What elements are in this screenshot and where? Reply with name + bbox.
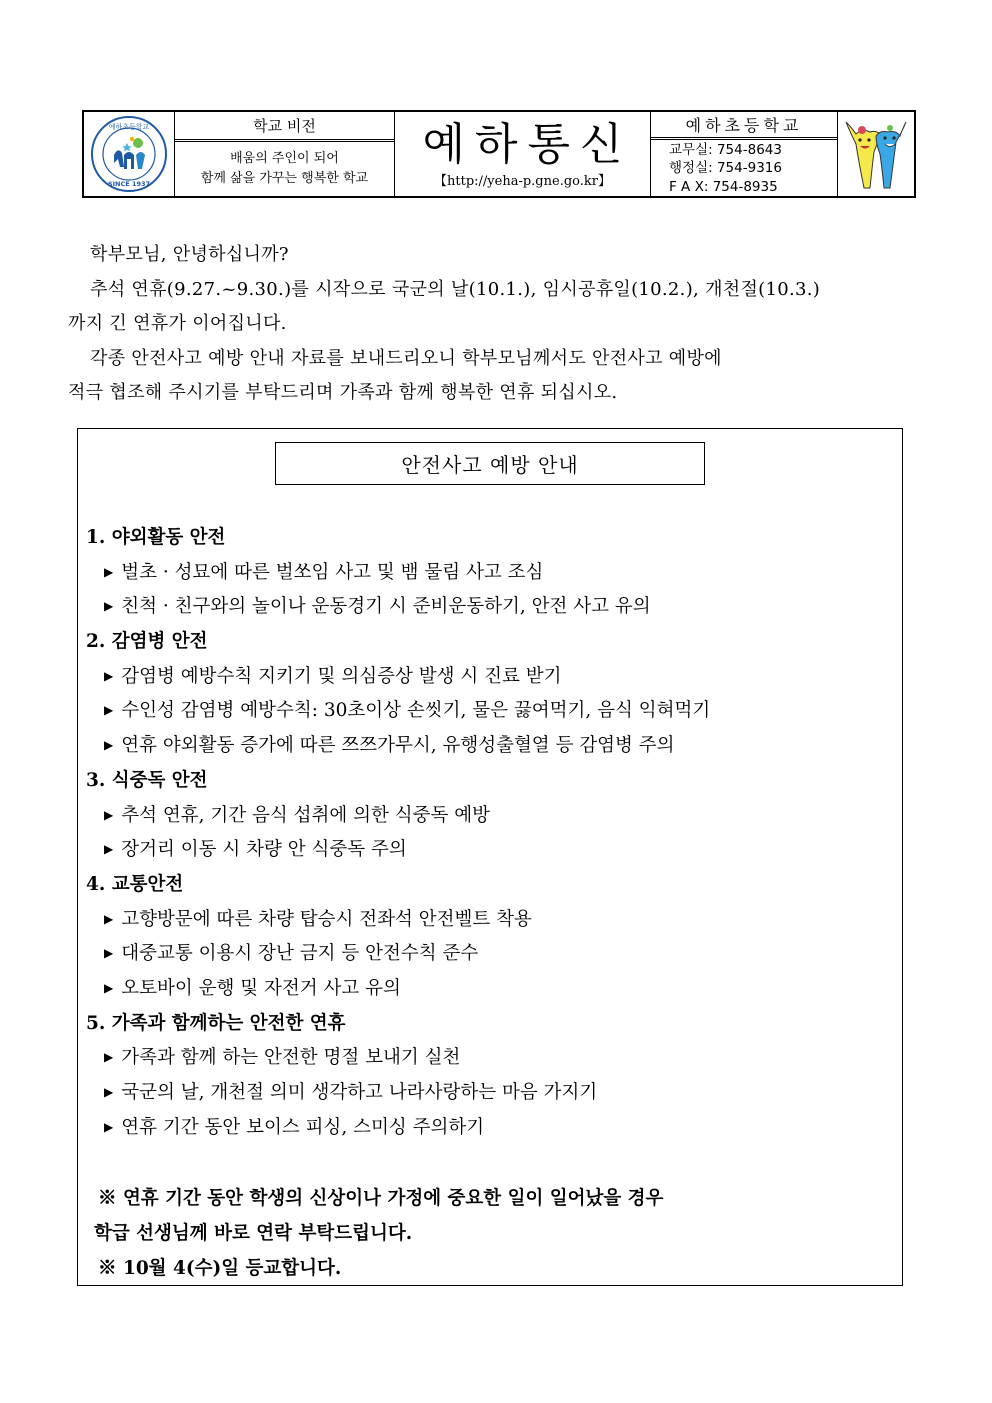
list-item-text: 대중교통 이용시 장난 금지 등 안전수칙 준수: [121, 943, 479, 965]
list-item: [86, 1076, 896, 1111]
list-item: [86, 1041, 896, 1076]
contact-label: 행정실:: [669, 160, 713, 176]
logo-cell: [84, 112, 175, 196]
vision-line: 함께 삶을 가꾸는 행복한 학교: [200, 171, 369, 186]
intro-paragraph-1-cont: 까지 긴 연휴가 이어집니다.: [68, 313, 287, 334]
bullet-triangle-icon: ▶: [104, 1085, 114, 1099]
safety-guide-title: 안전사고 예방 안내: [275, 442, 705, 485]
list-item-text: 추석 연휴, 기간 음식 섭취에 의한 식중독 예방: [121, 804, 490, 826]
contact-value: 754-8935: [712, 178, 778, 195]
section-heading-infection: 2. 감염병 안전: [86, 631, 208, 653]
school-url-link[interactable]: 【http://yeha-p.gne.go.kr】: [434, 174, 611, 189]
bullet-triangle-icon: ▶: [104, 1050, 114, 1065]
list-item-text: 연휴 기간 동안 보이스 피싱, 스미싱 주의하기: [121, 1116, 485, 1138]
bullet-triangle-icon: ▶: [104, 980, 114, 995]
list-item: [86, 729, 896, 764]
list-item: [86, 1111, 896, 1146]
section-heading-traffic: 4. 교통안전: [86, 873, 184, 895]
list-item-text: 오토바이 운행 및 자전거 사고 유의: [121, 977, 401, 999]
note-school-return-date: ※ 10월 4(수)일 등교합니다.: [98, 1258, 342, 1279]
important-notes: [86, 1181, 896, 1286]
bullet-triangle-icon: ▶: [104, 599, 114, 614]
bullet-triangle-icon: ▶: [104, 738, 114, 753]
list-item: [86, 556, 896, 591]
intro-paragraph-2: 각종 안전사고 예방 안내 자료를 보내드리오니 학부모님께서도 안전사고 예방에: [90, 347, 722, 369]
bullet-triangle-icon: ▶: [104, 668, 114, 683]
bullet-triangle-icon: ▶: [104, 703, 114, 718]
bullet-triangle-icon: ▶: [104, 911, 114, 926]
safety-guide-box: [77, 428, 903, 1286]
mascot-cell: [838, 112, 914, 196]
vision-title: 학교 비전: [175, 112, 394, 142]
bullet-triangle-icon: ▶: [104, 807, 114, 822]
bullet-triangle-icon: ▶: [104, 564, 114, 579]
list-item: [86, 694, 896, 729]
list-item: [86, 660, 896, 695]
contact-list: [651, 140, 837, 197]
contact-value: 754-8643: [716, 141, 782, 158]
contact-label: 교무실:: [669, 141, 713, 158]
list-item-text: 고향방문에 따른 차량 탑승시 전좌석 안전벨트 착용: [121, 908, 532, 930]
section-heading-food-poisoning: 3. 식중독 안전: [86, 769, 208, 791]
intro-letter: [68, 238, 938, 411]
mascot-characters-icon: [840, 116, 912, 192]
vision-line: 배움의 주인이 되어: [230, 151, 339, 166]
note-contact-teacher-cont: 학급 선생님께 바로 연락 부탁드립니다.: [94, 1223, 413, 1244]
list-item-text: 친척 · 친구와의 놀이나 운동경기 시 준비운동하기, 안전 사고 유의: [121, 596, 651, 618]
school-info-cell: [651, 112, 838, 196]
newsletter-header: [82, 110, 916, 198]
svg-text:예하초등학교: 예하초등학교: [108, 123, 150, 131]
school-name: 예하초등학교: [651, 112, 837, 140]
greeting: 학부모님, 안녕하십니까?: [90, 244, 289, 265]
list-item-text: 수인성 감염병 예방수칙: 30초이상 손씻기, 물은 끓여먹기, 음식 익혀먹기: [121, 700, 711, 722]
school-emblem-icon: [90, 115, 168, 193]
contact-label: F A X:: [669, 178, 709, 195]
newsletter-title: 예하통신: [422, 119, 633, 170]
intro-paragraph-1: 추석 연휴(9.27.~9.30.)를 시작으로 국군의 날(10.1.), 임시공휴일(10.2.), 개천절(10.3.): [90, 278, 821, 300]
intro-paragraph-2-cont: 적극 협조해 주시기를 부탁드리며 가족과 함께 행복한 연휴 되십시오.: [68, 382, 618, 403]
note-contact-teacher: ※ 연휴 기간 동안 학생의 신상이나 가정에 중요한 일이 일어났을 경우: [98, 1188, 664, 1209]
contact-admin-office: [669, 159, 837, 178]
safety-sections: [86, 521, 896, 1145]
list-item-text: 감염병 예방수칙 지키기 및 의심증상 발생 시 진료 받기: [121, 665, 562, 687]
section-heading-outdoor: 1. 야외활동 안전: [86, 527, 226, 548]
contact-academic-office: [669, 141, 837, 160]
list-item: [86, 833, 896, 868]
list-item: [86, 799, 896, 834]
newsletter-title-cell: [395, 112, 651, 196]
list-item-text: 가족과 함께 하는 안전한 명절 보내기 실천: [121, 1047, 461, 1069]
contact-value: 754-9316: [716, 160, 782, 176]
section-heading-family-holiday: 5. 가족과 함께하는 안전한 연휴: [86, 1012, 346, 1034]
svg-text:SINCE 1937: SINCE 1937: [107, 180, 151, 188]
school-vision-cell: [175, 112, 395, 196]
list-item: [86, 937, 896, 972]
list-item-text: 국군의 날, 개천절 의미 생각하고 나라사랑하는 마음 가지기: [121, 1082, 598, 1103]
bullet-triangle-icon: ▶: [104, 1119, 114, 1134]
bullet-triangle-icon: ▶: [104, 842, 114, 857]
bullet-triangle-icon: ▶: [104, 946, 114, 961]
contact-fax: [669, 178, 837, 197]
list-item: [86, 972, 896, 1007]
list-item-text: 연휴 야외활동 증가에 따른 쯔쯔가무시, 유행성출혈열 등 감염병 주의: [121, 735, 675, 757]
vision-statement: [175, 142, 394, 196]
list-item: [86, 903, 896, 938]
list-item-text: 장거리 이동 시 차량 안 식중독 주의: [121, 839, 407, 861]
list-item-text: 벌초 · 성묘에 따른 벌쏘임 사고 및 뱀 물림 사고 조심: [121, 561, 544, 583]
list-item: [86, 590, 896, 625]
